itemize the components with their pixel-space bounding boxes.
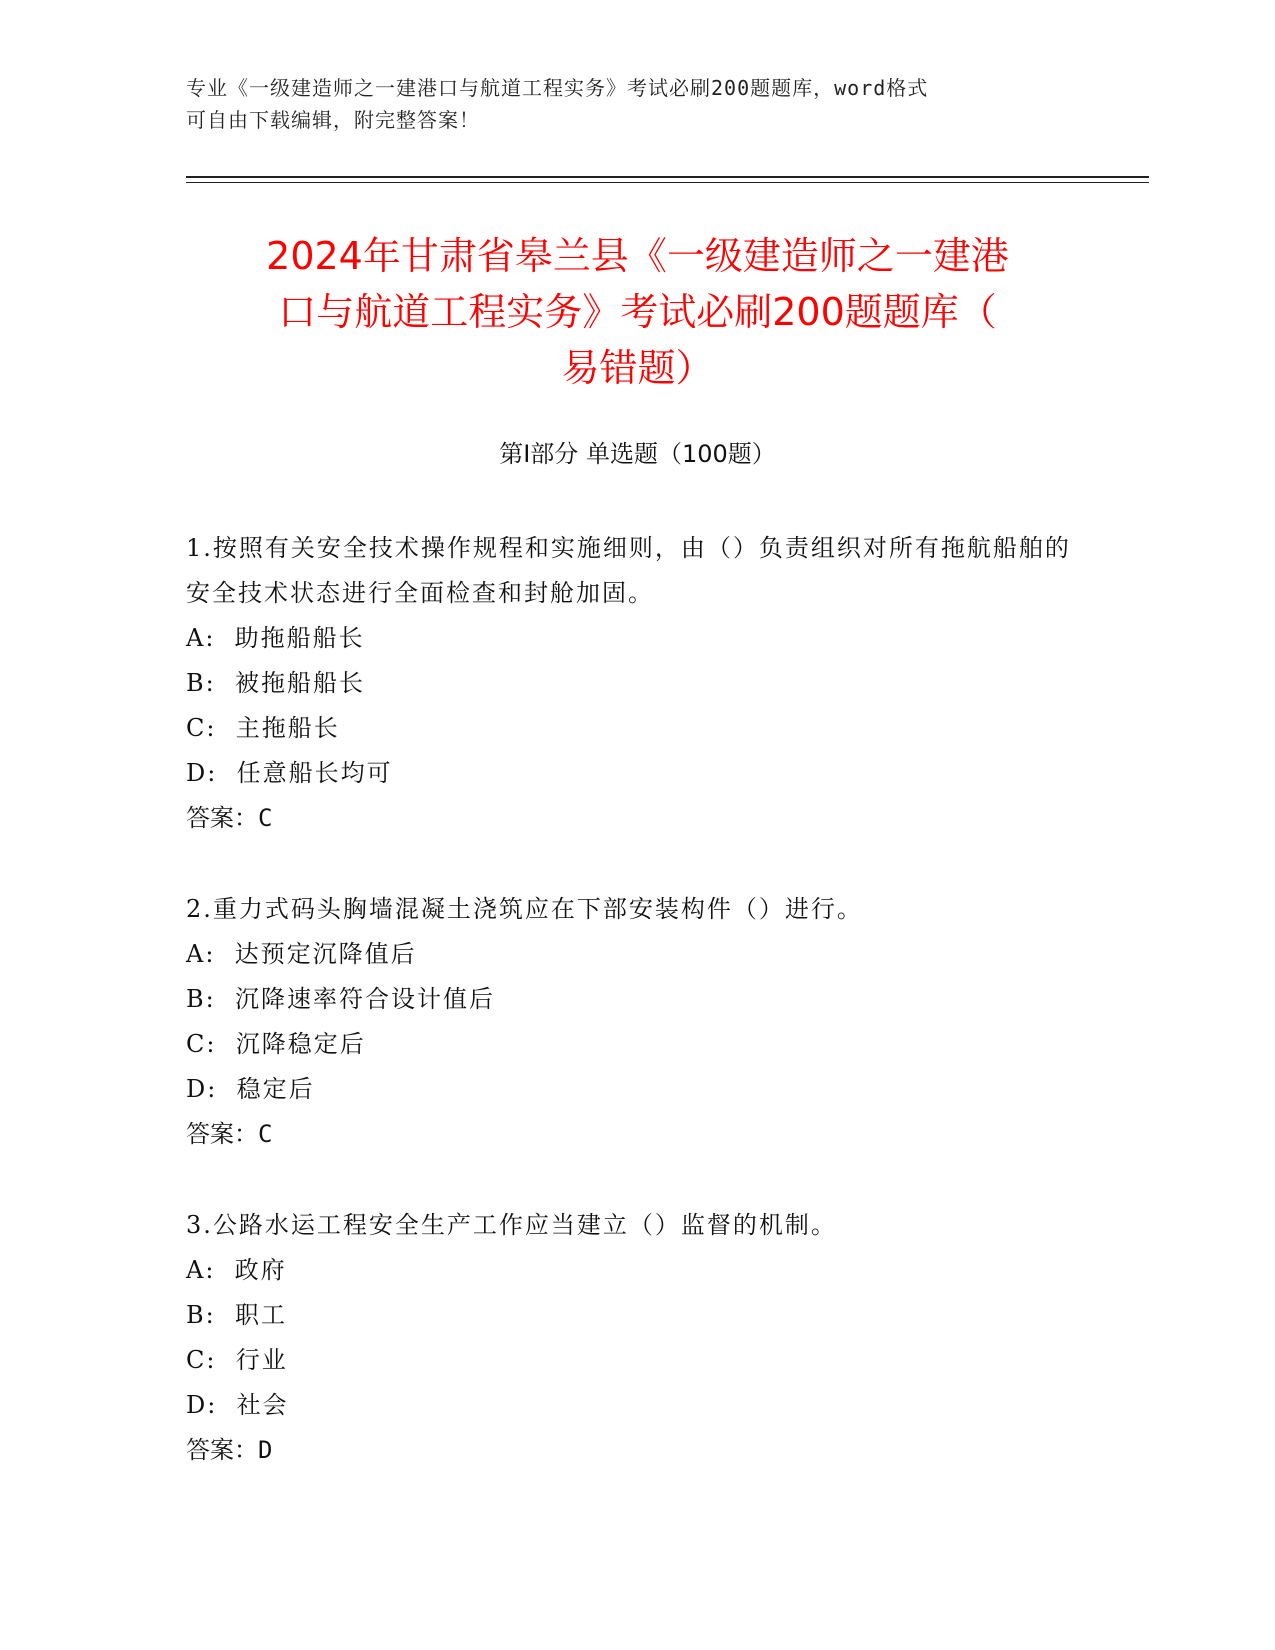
option-b: B: 被拖船船长	[186, 669, 365, 697]
document-title-line-3: 易错题）	[561, 346, 714, 390]
option-a: A: 达预定沉降值后	[186, 940, 417, 968]
header-note-line-2: 可自由下载编辑，附完整答案！	[186, 108, 480, 132]
question-3	[186, 1203, 1086, 1473]
answer: 答案：D	[186, 1436, 273, 1464]
option-d: D: 任意船长均可	[186, 759, 393, 787]
question-stem: 3.公路水运工程安全生产工作应当建立（）监督的机制。	[186, 1211, 837, 1239]
document-title	[170, 228, 1105, 396]
option-d: D: 社会	[186, 1391, 289, 1419]
option-d: D: 稳定后	[186, 1075, 315, 1103]
option-c: C: 行业	[186, 1346, 288, 1374]
document-title-line-2: 口与航道工程实务》考试必刷200题题库（	[278, 290, 997, 334]
option-b: B: 职工	[186, 1301, 287, 1329]
question-stem: 2.重力式码头胸墙混凝土浇筑应在下部安装构件（）进行。	[186, 895, 863, 923]
option-a: A: 政府	[186, 1256, 287, 1284]
answer: 答案：C	[186, 1120, 273, 1148]
question-2	[186, 887, 1086, 1157]
option-a: A: 助拖船船长	[186, 624, 365, 652]
option-c: C: 沉降稳定后	[186, 1030, 366, 1058]
question-stem: 1.按照有关安全技术操作规程和实施细则，由（）负责组织对所有拖航船舶的安全技术状态进行全面检查和封舱加固。	[186, 534, 1071, 607]
header-note	[186, 72, 1086, 136]
header-divider-thick	[186, 176, 1149, 178]
header-note-line-1: 专业《一级建造师之一建港口与航道工程实务》考试必刷200题题库，word格式	[186, 76, 929, 100]
question-1	[186, 526, 1086, 841]
document-title-line-1: 2024年甘肃省皋兰县《一级建造师之一建港	[266, 234, 1009, 278]
option-b: B: 沉降速率符合设计值后	[186, 985, 495, 1013]
header-divider-thin	[186, 182, 1149, 183]
section-heading: 第Ⅰ部分 单选题（100题）	[499, 440, 776, 468]
answer: 答案：C	[186, 804, 273, 832]
question-list	[186, 526, 1086, 1519]
option-c: C: 主拖船长	[186, 714, 340, 742]
